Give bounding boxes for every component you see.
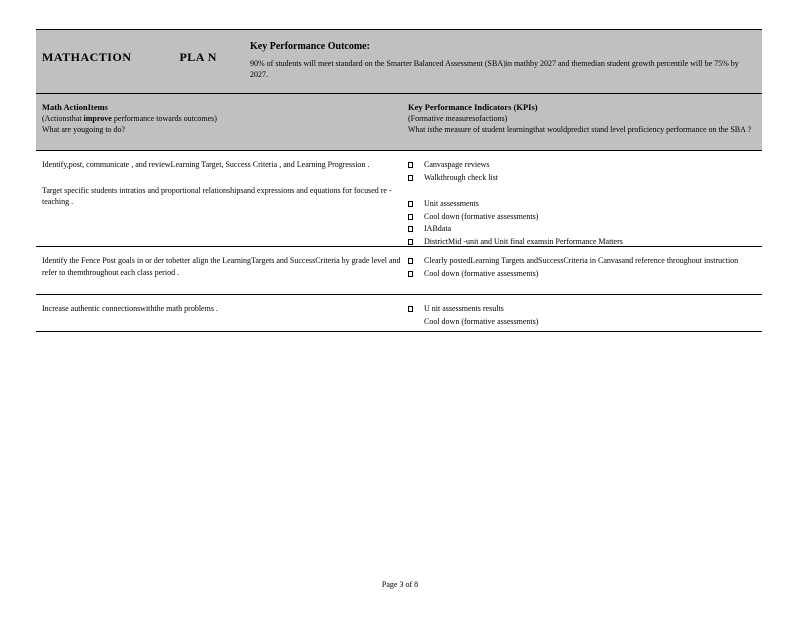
plan-title-part1: MATHACTION [42, 50, 132, 64]
action-cell [36, 295, 402, 331]
kpi-text: IABdata [424, 224, 452, 233]
kpi-list [408, 255, 762, 280]
bullet-box-icon [408, 271, 413, 277]
kpi-cell [402, 247, 762, 294]
title-row [36, 30, 762, 94]
kpi-text: Canvaspage reviews [424, 160, 490, 169]
kpi-text: Walkthrough check list [424, 172, 499, 182]
list-item [408, 255, 762, 268]
kpi-text: Cool down (formative assessments) [424, 268, 539, 278]
kpi-text: DistrictMid -unit and Unit final examsin Performance Matters [424, 236, 623, 246]
list-item [408, 223, 762, 236]
right-question: What isthe measure of student learningthat wouldpredict stand level proficiency performance on the SBA ? [408, 125, 751, 134]
bullet-box-icon [408, 162, 413, 168]
right-heading: Key Performance Indicators (KPIs) [408, 102, 538, 112]
plan-title-part2: PLA N [179, 50, 217, 64]
list-item [408, 303, 762, 328]
kpi-list [408, 159, 762, 184]
bullet-box-icon [408, 239, 413, 245]
kpi-text: Clearly postedLearning Targets andSuccessCriteria in Canvasand reference throughout instruction [424, 256, 739, 265]
list-item [408, 211, 762, 224]
action-item: Identify the Fence Post goals in or der tobetter align the LearningTargets and SuccessCriteria by grade level and refer to themthroughout each class period . [42, 256, 401, 277]
left-heading: Math ActionItems [42, 102, 108, 112]
page-number: Page 3 of 8 [381, 580, 419, 589]
bullet-box-icon [408, 306, 413, 312]
right-header-cell [402, 94, 762, 150]
bullet-box-icon [408, 175, 413, 181]
left-question: What are yougoing to do? [42, 125, 126, 134]
action-cell [36, 151, 402, 246]
action-item: Increase authentic connectionswiththe math problems . [42, 304, 218, 313]
bullet-box-icon [408, 214, 413, 220]
list-item [408, 268, 762, 281]
action-item: Target specific students intratios and proportional relationshipsand expressions and equations for focused re -teaching . [42, 185, 392, 206]
column-header-row [36, 94, 762, 151]
bullet-box-icon [408, 258, 413, 264]
kpo-cell [250, 30, 762, 93]
left-sub-bold: improve [83, 114, 112, 123]
kpo-text: 90% of students will meet standard on the Smarter Balanced Assessment (SBA)in mathby 2027 and themedian student growth percentile will be 75% by 2027. [250, 59, 739, 79]
table-row [36, 151, 762, 247]
bullet-box-icon [408, 201, 413, 207]
action-plan-table [36, 29, 762, 332]
kpi-list [408, 198, 762, 248]
list-item [408, 159, 762, 172]
kpi-text: Unit assessments [424, 199, 479, 208]
kpi-cell [402, 295, 762, 331]
kpi-cell [402, 151, 762, 246]
kpi-text: Cool down (formative assessments) [424, 211, 539, 221]
table-row [36, 247, 762, 295]
table-row [36, 295, 762, 332]
left-subheading [42, 113, 402, 124]
action-cell [36, 247, 402, 294]
action-item: Identify,post, communicate , and reviewLearning Target, Success Criteria , and Learning Progression . [42, 160, 370, 169]
left-sub-after: performance towards outcomes) [113, 114, 217, 123]
list-item [408, 172, 762, 185]
right-subheading: (Formative measuresofactions) [408, 114, 508, 123]
left-header-cell [36, 94, 402, 150]
kpi-text: U nit assessments results Cool down (formative assessments) [424, 304, 539, 326]
left-sub-before: (Actionsthat [42, 114, 82, 123]
list-item [408, 198, 762, 211]
bullet-box-icon [408, 226, 413, 232]
kpo-label: Key Performance Outcome: [250, 41, 370, 52]
kpi-list [408, 303, 762, 328]
